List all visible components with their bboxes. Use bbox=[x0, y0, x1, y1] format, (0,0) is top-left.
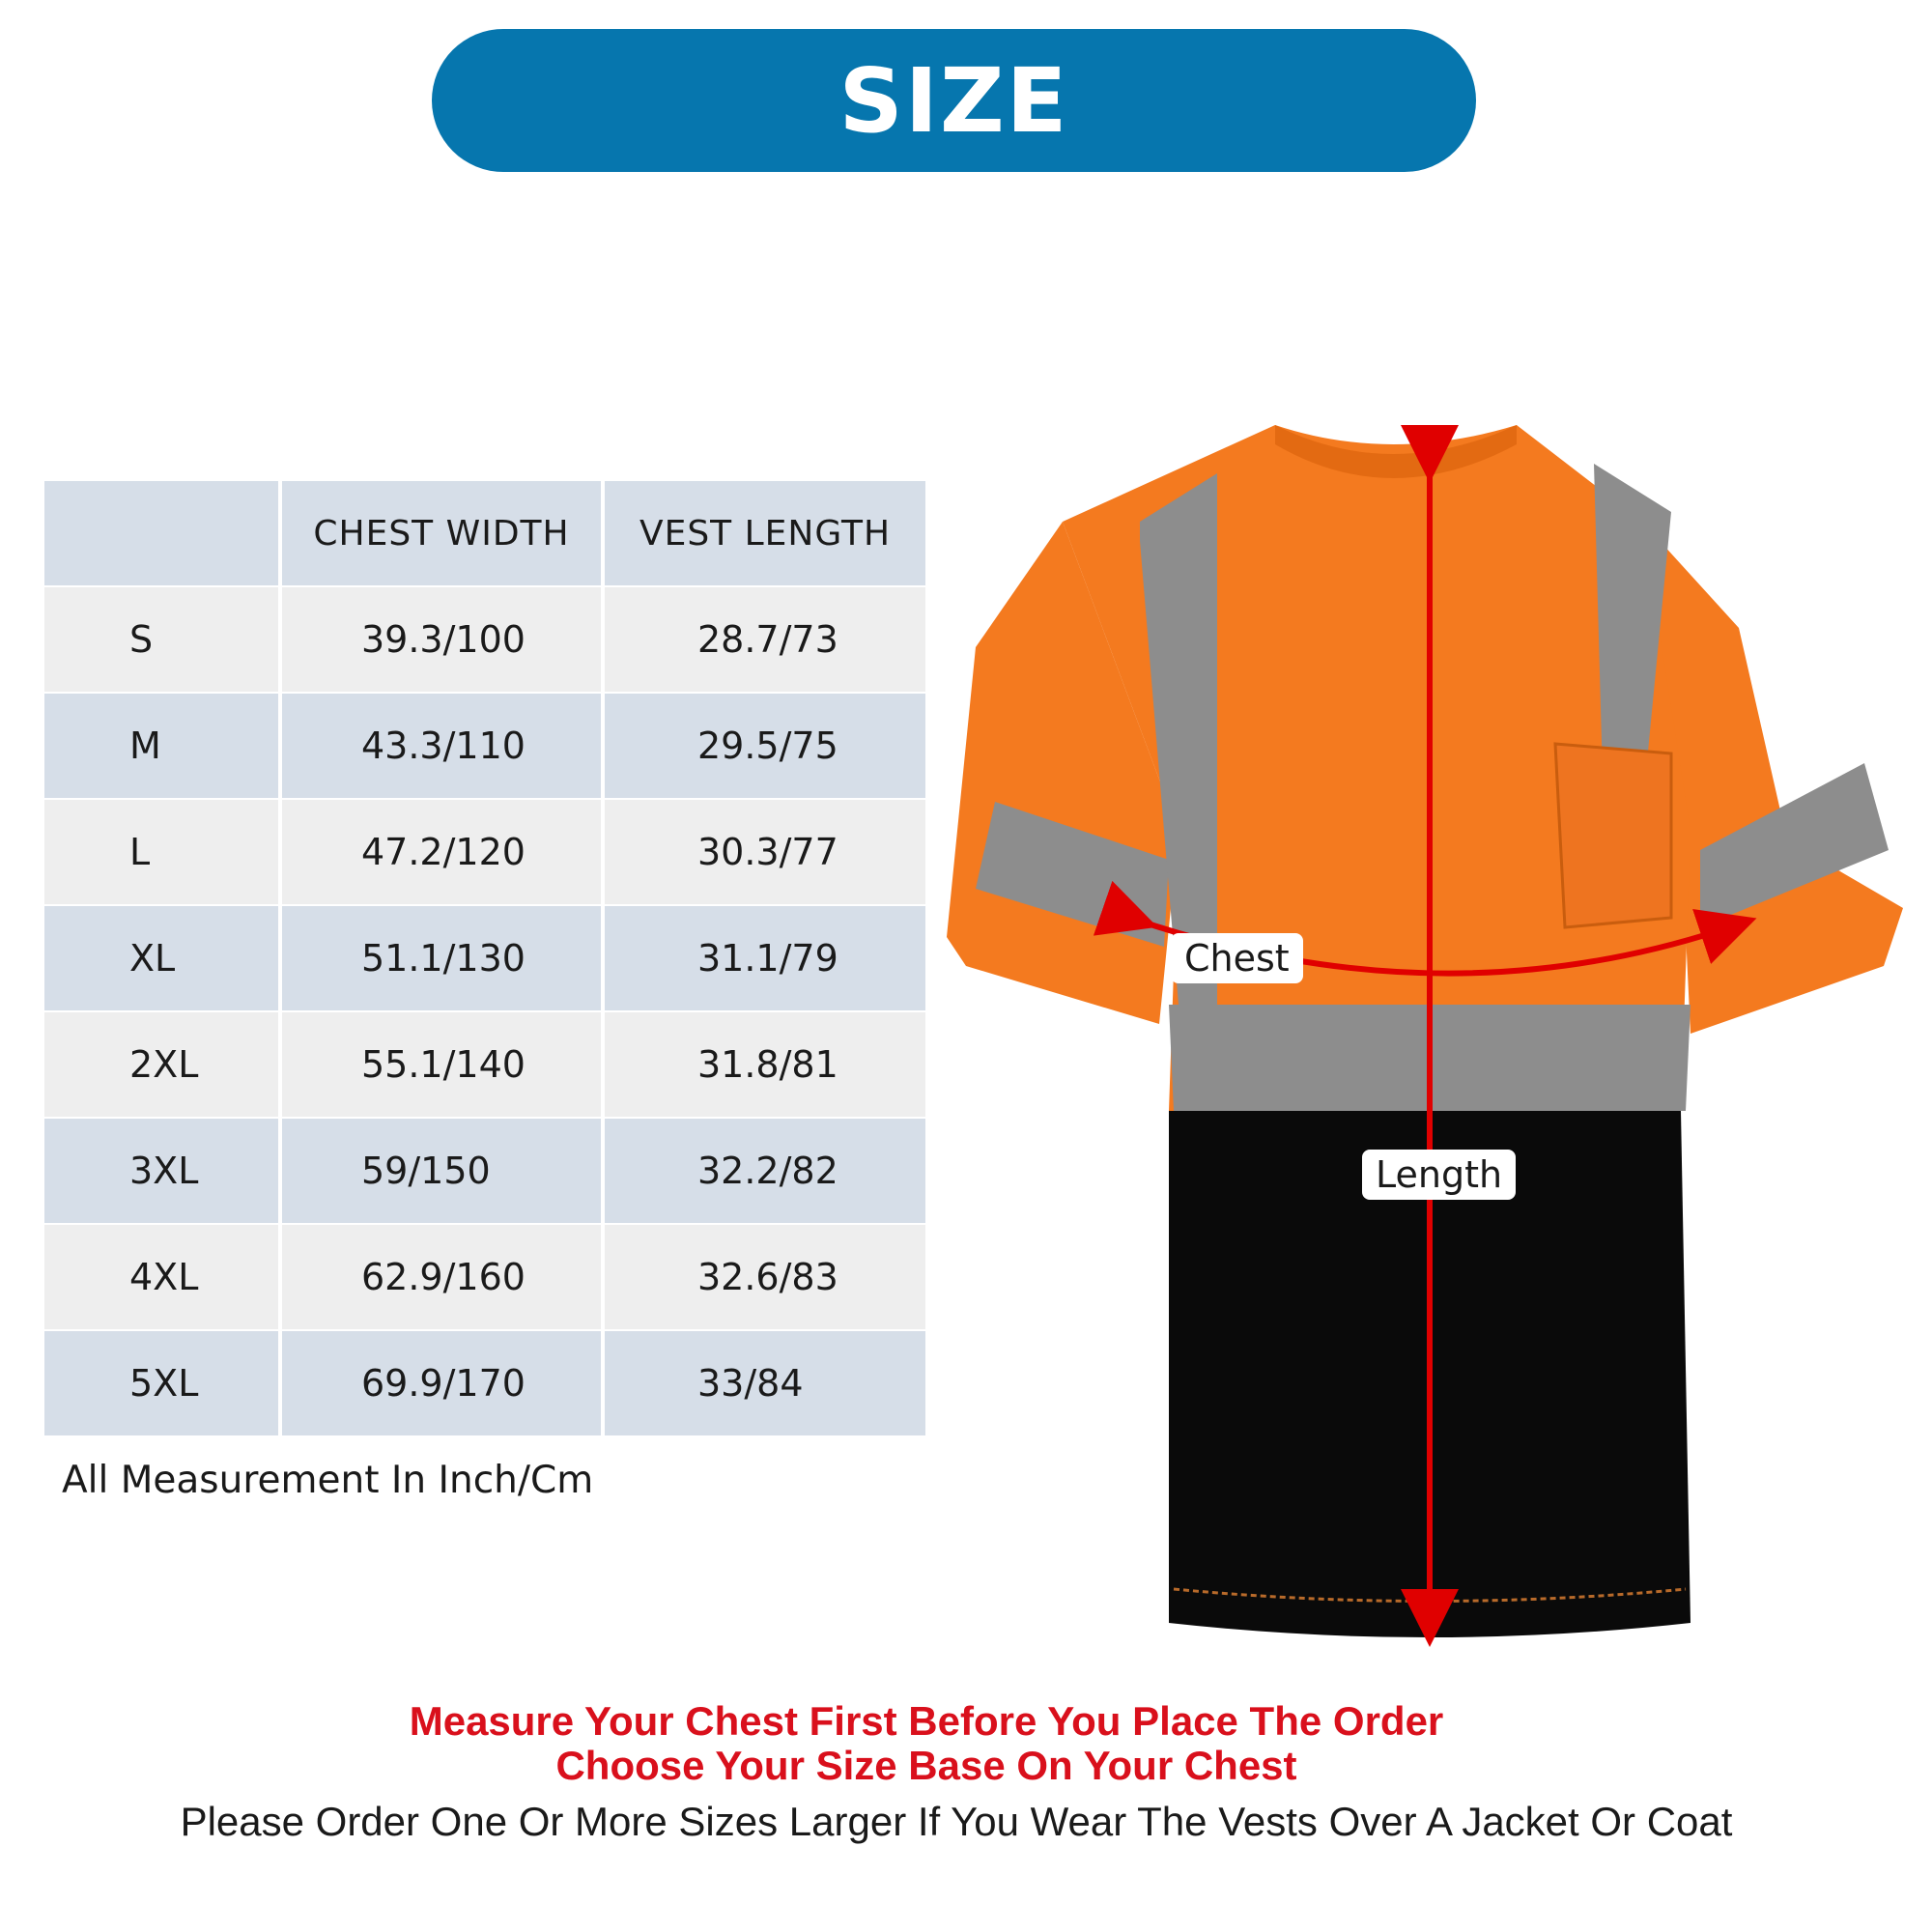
table-row bbox=[44, 586, 925, 693]
table-cell-chest-width: 59/150 bbox=[280, 1118, 603, 1224]
measurement-unit-note: All Measurement In Inch/Cm bbox=[62, 1459, 594, 1502]
table-cell-chest-width: 47.2/120 bbox=[280, 799, 603, 905]
table-cell-size: L bbox=[44, 799, 280, 905]
order-larger-note: Please Order One Or More Sizes Larger If You Wear The Vests Over A Jacket Or Coat bbox=[180, 1799, 1733, 1844]
table-cell-chest-width: 69.9/170 bbox=[280, 1330, 603, 1436]
table-cell-size: 2XL bbox=[44, 1011, 280, 1118]
table-cell-size: M bbox=[44, 693, 280, 799]
choose-size-note: Choose Your Size Base On Your Chest bbox=[555, 1743, 1297, 1788]
size-table bbox=[44, 481, 925, 1437]
table-row bbox=[44, 905, 925, 1011]
table-cell-chest-width: 55.1/140 bbox=[280, 1011, 603, 1118]
chest-pocket bbox=[1555, 744, 1671, 927]
table-cell-chest-width: 51.1/130 bbox=[280, 905, 603, 1011]
table-cell-vest-length: 31.8/81 bbox=[603, 1011, 925, 1118]
table-cell-vest-length: 31.1/79 bbox=[603, 905, 925, 1011]
table-header-row bbox=[44, 481, 925, 586]
banner-title: SIZE bbox=[838, 48, 1069, 153]
table-cell-vest-length: 32.6/83 bbox=[603, 1224, 925, 1330]
table-cell-size: S bbox=[44, 586, 280, 693]
table-cell-chest-width: 43.3/110 bbox=[280, 693, 603, 799]
table-body bbox=[44, 586, 925, 1436]
table-cell-vest-length: 33/84 bbox=[603, 1330, 925, 1436]
table-row bbox=[44, 1011, 925, 1118]
table-cell-vest-length: 32.2/82 bbox=[603, 1118, 925, 1224]
chest-callout: Chest bbox=[1171, 933, 1303, 983]
table-row bbox=[44, 799, 925, 905]
table-header-size bbox=[44, 481, 280, 586]
table-row bbox=[44, 1330, 925, 1436]
table-cell-size: 4XL bbox=[44, 1224, 280, 1330]
table-cell-size: 5XL bbox=[44, 1330, 280, 1436]
table-cell-vest-length: 29.5/75 bbox=[603, 693, 925, 799]
table-header-chest-width: CHEST WIDTH bbox=[280, 481, 603, 586]
table-row bbox=[44, 693, 925, 799]
table-cell-size: 3XL bbox=[44, 1118, 280, 1224]
table-header-vest-length: VEST LENGTH bbox=[603, 481, 925, 586]
table-row bbox=[44, 1118, 925, 1224]
table-cell-vest-length: 28.7/73 bbox=[603, 586, 925, 693]
length-callout: Length bbox=[1362, 1150, 1516, 1200]
table-cell-chest-width: 39.3/100 bbox=[280, 586, 603, 693]
table-cell-chest-width: 62.9/160 bbox=[280, 1224, 603, 1330]
table-cell-size: XL bbox=[44, 905, 280, 1011]
shirt-illustration bbox=[937, 406, 1922, 1652]
size-banner bbox=[432, 29, 1476, 172]
table-cell-vest-length: 30.3/77 bbox=[603, 799, 925, 905]
measure-chest-note: Measure Your Chest First Before You Place The Order bbox=[409, 1698, 1444, 1744]
table-row bbox=[44, 1224, 925, 1330]
